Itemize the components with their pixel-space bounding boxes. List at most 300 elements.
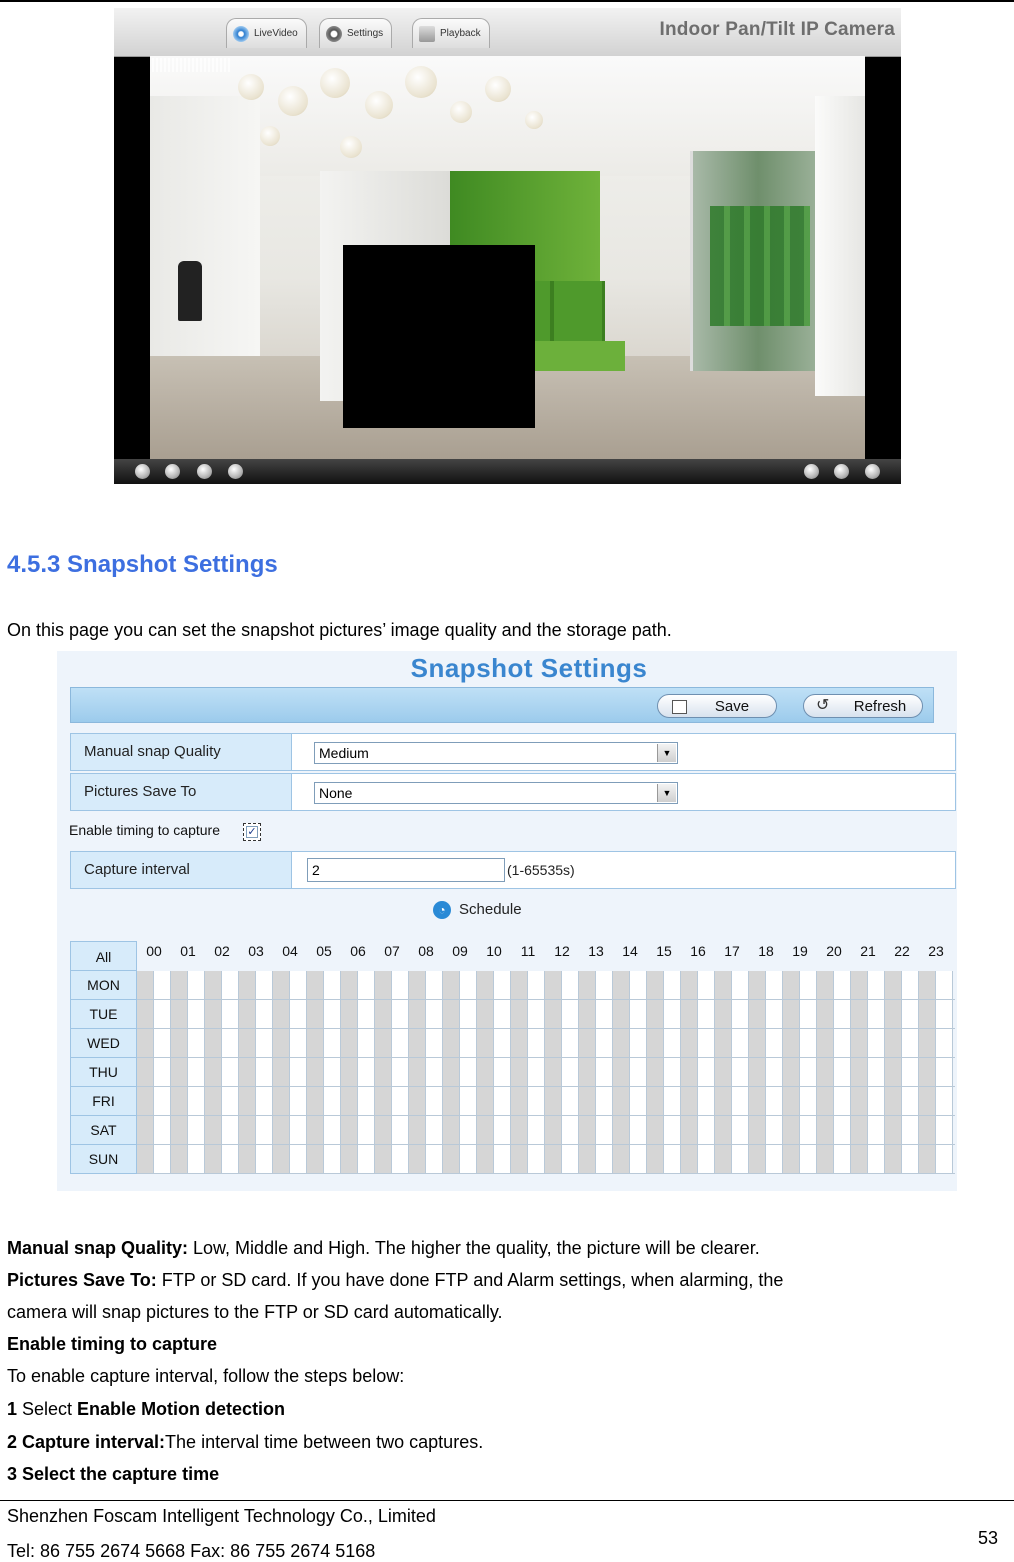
schedule-slot[interactable] xyxy=(426,1000,443,1028)
schedule-slot[interactable] xyxy=(579,1116,596,1144)
schedule-slot[interactable] xyxy=(732,1145,749,1173)
schedule-slot[interactable] xyxy=(698,1145,715,1173)
schedule-slot[interactable] xyxy=(800,1000,817,1028)
schedule-slot[interactable] xyxy=(851,971,868,999)
schedule-slot[interactable] xyxy=(307,1116,324,1144)
schedule-slot[interactable] xyxy=(885,1000,902,1028)
hour-header[interactable]: 19 xyxy=(783,941,817,961)
schedule-slot[interactable] xyxy=(222,1058,239,1086)
schedule-slot[interactable] xyxy=(647,971,664,999)
schedule-slot[interactable] xyxy=(341,971,358,999)
schedule-slot[interactable] xyxy=(494,1145,511,1173)
schedule-slot[interactable] xyxy=(137,1029,154,1057)
schedule-slot[interactable] xyxy=(188,1000,205,1028)
schedule-slot[interactable] xyxy=(681,1000,698,1028)
schedule-slot[interactable] xyxy=(375,1029,392,1057)
schedule-slot[interactable] xyxy=(324,971,341,999)
schedule-slot[interactable] xyxy=(715,1116,732,1144)
schedule-slot[interactable] xyxy=(817,1000,834,1028)
schedule-slot[interactable] xyxy=(545,1029,562,1057)
schedule-slot[interactable] xyxy=(290,1087,307,1115)
schedule-slot[interactable] xyxy=(749,1058,766,1086)
schedule-slot[interactable] xyxy=(477,1058,494,1086)
schedule-slot[interactable] xyxy=(426,1087,443,1115)
schedule-slot[interactable] xyxy=(664,1000,681,1028)
schedule-slot[interactable] xyxy=(681,1058,698,1086)
schedule-slot[interactable] xyxy=(579,1145,596,1173)
schedule-slot[interactable] xyxy=(307,1145,324,1173)
schedule-slot[interactable] xyxy=(749,1116,766,1144)
schedule-slot[interactable] xyxy=(783,971,800,999)
schedule-slot[interactable] xyxy=(783,1058,800,1086)
hour-header[interactable]: 16 xyxy=(681,941,715,961)
hour-header[interactable]: 03 xyxy=(239,941,273,961)
hour-header[interactable]: 14 xyxy=(613,941,647,961)
schedule-slot[interactable] xyxy=(885,971,902,999)
schedule-slot[interactable] xyxy=(137,1116,154,1144)
schedule-slot[interactable] xyxy=(443,1029,460,1057)
hour-header[interactable]: 13 xyxy=(579,941,613,961)
schedule-slot[interactable] xyxy=(851,1029,868,1057)
schedule-slot[interactable] xyxy=(596,1000,613,1028)
schedule-slot[interactable] xyxy=(545,1000,562,1028)
schedule-slot[interactable] xyxy=(358,1145,375,1173)
schedule-slot[interactable] xyxy=(222,1029,239,1057)
record-icon[interactable] xyxy=(834,464,849,479)
schedule-slot[interactable] xyxy=(137,1058,154,1086)
schedule-slot[interactable] xyxy=(154,1116,171,1144)
schedule-slot[interactable] xyxy=(545,1058,562,1086)
schedule-slot[interactable] xyxy=(902,1058,919,1086)
schedule-slot[interactable] xyxy=(596,1058,613,1086)
schedule-slot[interactable] xyxy=(460,1058,477,1086)
schedule-slot[interactable] xyxy=(834,1116,851,1144)
refresh-button[interactable] xyxy=(803,694,923,718)
schedule-slot[interactable] xyxy=(273,1000,290,1028)
schedule-slot[interactable] xyxy=(239,971,256,999)
schedule-slot[interactable] xyxy=(494,1000,511,1028)
schedule-slot[interactable] xyxy=(171,1029,188,1057)
schedule-slot[interactable] xyxy=(154,1029,171,1057)
schedule-slot[interactable] xyxy=(732,1116,749,1144)
schedule-slot[interactable] xyxy=(358,1087,375,1115)
schedule-slot[interactable] xyxy=(256,1145,273,1173)
schedule-slot[interactable] xyxy=(919,1029,936,1057)
schedule-slot[interactable] xyxy=(800,1087,817,1115)
schedule-slot[interactable] xyxy=(800,1116,817,1144)
schedule-slot[interactable] xyxy=(358,1058,375,1086)
schedule-slot[interactable] xyxy=(664,971,681,999)
schedule-slot[interactable] xyxy=(715,1058,732,1086)
schedule-slot[interactable] xyxy=(766,1087,783,1115)
schedule-slot[interactable] xyxy=(545,1116,562,1144)
schedule-slot[interactable] xyxy=(613,1029,630,1057)
schedule-slot[interactable] xyxy=(137,1000,154,1028)
schedule-slot[interactable] xyxy=(919,971,936,999)
schedule-slot[interactable] xyxy=(205,1029,222,1057)
schedule-slot[interactable] xyxy=(222,1116,239,1144)
schedule-slot[interactable] xyxy=(834,1029,851,1057)
hour-header[interactable]: 10 xyxy=(477,941,511,961)
schedule-slot[interactable] xyxy=(290,1000,307,1028)
schedule-slot[interactable] xyxy=(239,1029,256,1057)
schedule-slot[interactable] xyxy=(205,1058,222,1086)
schedule-slot[interactable] xyxy=(936,1000,953,1028)
schedule-slot[interactable] xyxy=(919,1145,936,1173)
hour-header[interactable]: 15 xyxy=(647,941,681,961)
schedule-slot[interactable] xyxy=(392,1000,409,1028)
schedule-slot[interactable] xyxy=(154,1000,171,1028)
schedule-slot[interactable] xyxy=(409,1087,426,1115)
schedule-slot[interactable] xyxy=(273,971,290,999)
day-label[interactable]: FRI xyxy=(70,1087,137,1116)
schedule-slot[interactable] xyxy=(409,1116,426,1144)
hour-header[interactable]: 00 xyxy=(137,941,171,961)
schedule-slot[interactable] xyxy=(341,1058,358,1086)
snapshot-icon[interactable] xyxy=(804,464,819,479)
schedule-slot[interactable] xyxy=(749,1087,766,1115)
schedule-slot[interactable] xyxy=(528,1000,545,1028)
hour-header[interactable]: 04 xyxy=(273,941,307,961)
schedule-slot[interactable] xyxy=(562,1087,579,1115)
schedule-slot[interactable] xyxy=(273,1058,290,1086)
schedule-slot[interactable] xyxy=(392,1029,409,1057)
schedule-slot[interactable] xyxy=(375,971,392,999)
schedule-slot[interactable] xyxy=(358,1029,375,1057)
schedule-slot[interactable] xyxy=(409,971,426,999)
schedule-slot[interactable] xyxy=(783,1029,800,1057)
schedule-slot[interactable] xyxy=(375,1000,392,1028)
schedule-slot[interactable] xyxy=(188,1145,205,1173)
schedule-slot[interactable] xyxy=(698,971,715,999)
schedule-slot[interactable] xyxy=(324,1145,341,1173)
schedule-slot[interactable] xyxy=(545,1087,562,1115)
day-label[interactable]: TUE xyxy=(70,1000,137,1029)
tab-playback[interactable] xyxy=(412,18,490,48)
schedule-slot[interactable] xyxy=(290,971,307,999)
schedule-slot[interactable] xyxy=(766,1029,783,1057)
schedule-slot[interactable] xyxy=(205,1145,222,1173)
schedule-slot[interactable] xyxy=(477,1000,494,1028)
schedule-slot[interactable] xyxy=(647,1000,664,1028)
schedule-slot[interactable] xyxy=(902,1145,919,1173)
schedule-slot[interactable] xyxy=(936,1087,953,1115)
schedule-slot[interactable] xyxy=(562,971,579,999)
schedule-slot[interactable] xyxy=(171,1116,188,1144)
hour-header[interactable]: 21 xyxy=(851,941,885,961)
schedule-slot[interactable] xyxy=(868,1029,885,1057)
schedule-slot[interactable] xyxy=(392,971,409,999)
schedule-slot[interactable] xyxy=(494,1029,511,1057)
schedule-slot[interactable] xyxy=(460,1145,477,1173)
schedule-slot[interactable] xyxy=(171,1000,188,1028)
schedule-slot[interactable] xyxy=(851,1087,868,1115)
schedule-slot[interactable] xyxy=(426,1058,443,1086)
schedule-slot[interactable] xyxy=(613,1087,630,1115)
schedule-slot[interactable] xyxy=(460,1087,477,1115)
schedule-slot[interactable] xyxy=(273,1087,290,1115)
schedule-slot[interactable] xyxy=(834,1058,851,1086)
schedule-slot[interactable] xyxy=(307,1087,324,1115)
schedule-slot[interactable] xyxy=(443,1000,460,1028)
schedule-slot[interactable] xyxy=(596,1145,613,1173)
schedule-slot[interactable] xyxy=(494,1087,511,1115)
audio-icon[interactable] xyxy=(228,464,243,479)
schedule-slot[interactable] xyxy=(460,1116,477,1144)
hour-header[interactable]: 11 xyxy=(511,941,545,961)
schedule-slot[interactable] xyxy=(511,971,528,999)
schedule-slot[interactable] xyxy=(443,971,460,999)
schedule-slot[interactable] xyxy=(800,971,817,999)
schedule-slot[interactable] xyxy=(154,1145,171,1173)
schedule-slot[interactable] xyxy=(511,1145,528,1173)
manual-snap-quality-select[interactable] xyxy=(314,742,678,764)
schedule-slot[interactable] xyxy=(154,1087,171,1115)
schedule-slot[interactable] xyxy=(817,1087,834,1115)
schedule-slot[interactable] xyxy=(409,1058,426,1086)
schedule-slot[interactable] xyxy=(579,1058,596,1086)
schedule-slot[interactable] xyxy=(630,1116,647,1144)
schedule-slot[interactable] xyxy=(817,971,834,999)
day-label[interactable]: SAT xyxy=(70,1116,137,1145)
schedule-slot[interactable] xyxy=(290,1058,307,1086)
schedule-slot[interactable] xyxy=(171,1087,188,1115)
schedule-slot[interactable] xyxy=(681,1116,698,1144)
play-icon[interactable] xyxy=(135,464,150,479)
save-button[interactable] xyxy=(657,694,777,718)
schedule-slot[interactable] xyxy=(443,1058,460,1086)
schedule-slot[interactable] xyxy=(392,1058,409,1086)
tab-settings[interactable] xyxy=(319,18,392,48)
schedule-slot[interactable] xyxy=(511,1000,528,1028)
schedule-slot[interactable] xyxy=(137,1087,154,1115)
schedule-slot[interactable] xyxy=(324,1116,341,1144)
schedule-slot[interactable] xyxy=(375,1116,392,1144)
schedule-slot[interactable] xyxy=(171,1058,188,1086)
schedule-slot[interactable] xyxy=(154,971,171,999)
schedule-slot[interactable] xyxy=(256,971,273,999)
schedule-slot[interactable] xyxy=(698,1029,715,1057)
hour-header[interactable]: 05 xyxy=(307,941,341,961)
schedule-slot[interactable] xyxy=(630,1145,647,1173)
schedule-slot[interactable] xyxy=(613,971,630,999)
schedule-slot[interactable] xyxy=(919,1087,936,1115)
schedule-slot[interactable] xyxy=(392,1145,409,1173)
schedule-slot[interactable] xyxy=(783,1145,800,1173)
schedule-slot[interactable] xyxy=(579,971,596,999)
schedule-slot[interactable] xyxy=(868,1000,885,1028)
schedule-slot[interactable] xyxy=(460,971,477,999)
schedule-slot[interactable] xyxy=(749,971,766,999)
schedule-slot[interactable] xyxy=(460,1029,477,1057)
schedule-slot[interactable] xyxy=(477,971,494,999)
capture-interval-input[interactable]: 2 xyxy=(307,858,505,882)
schedule-slot[interactable] xyxy=(528,1116,545,1144)
schedule-slot[interactable] xyxy=(681,971,698,999)
schedule-slot[interactable] xyxy=(528,971,545,999)
schedule-slot[interactable] xyxy=(851,1000,868,1028)
fullscreen-icon[interactable] xyxy=(865,464,880,479)
schedule-slot[interactable] xyxy=(783,1087,800,1115)
schedule-slot[interactable] xyxy=(613,1000,630,1028)
schedule-slot[interactable] xyxy=(936,1058,953,1086)
schedule-slot[interactable] xyxy=(817,1029,834,1057)
schedule-slot[interactable] xyxy=(477,1029,494,1057)
schedule-slot[interactable] xyxy=(239,1087,256,1115)
schedule-slot[interactable] xyxy=(307,1058,324,1086)
schedule-slot[interactable] xyxy=(256,1116,273,1144)
schedule-slot[interactable] xyxy=(562,1058,579,1086)
schedule-slot[interactable] xyxy=(698,1116,715,1144)
schedule-slot[interactable] xyxy=(307,1029,324,1057)
schedule-slot[interactable] xyxy=(868,1087,885,1115)
tab-livevideo[interactable] xyxy=(226,18,307,48)
schedule-slot[interactable] xyxy=(528,1029,545,1057)
stop-icon[interactable] xyxy=(165,464,180,479)
schedule-slot[interactable] xyxy=(307,971,324,999)
schedule-slot[interactable] xyxy=(341,1087,358,1115)
all-button[interactable]: All xyxy=(70,941,137,971)
schedule-slot[interactable] xyxy=(375,1145,392,1173)
schedule-slot[interactable] xyxy=(851,1116,868,1144)
schedule-slot[interactable] xyxy=(409,1000,426,1028)
schedule-slot[interactable] xyxy=(222,1087,239,1115)
schedule-slot[interactable] xyxy=(188,971,205,999)
schedule-slot[interactable] xyxy=(834,1087,851,1115)
day-label[interactable]: THU xyxy=(70,1058,137,1087)
schedule-slot[interactable] xyxy=(290,1145,307,1173)
schedule-slot[interactable] xyxy=(800,1029,817,1057)
schedule-slot[interactable] xyxy=(732,1029,749,1057)
schedule-slot[interactable] xyxy=(868,1058,885,1086)
schedule-slot[interactable] xyxy=(137,971,154,999)
schedule-slot[interactable] xyxy=(834,1145,851,1173)
schedule-slot[interactable] xyxy=(715,1029,732,1057)
schedule-slot[interactable] xyxy=(579,1000,596,1028)
schedule-slot[interactable] xyxy=(222,1145,239,1173)
schedule-slot[interactable] xyxy=(477,1116,494,1144)
schedule-slot[interactable] xyxy=(324,1000,341,1028)
schedule-slot[interactable] xyxy=(392,1087,409,1115)
schedule-slot[interactable] xyxy=(579,1087,596,1115)
schedule-slot[interactable] xyxy=(307,1000,324,1028)
schedule-slot[interactable] xyxy=(511,1058,528,1086)
schedule-slot[interactable] xyxy=(885,1116,902,1144)
schedule-slot[interactable] xyxy=(222,1000,239,1028)
schedule-slot[interactable] xyxy=(205,1000,222,1028)
schedule-slot[interactable] xyxy=(273,1145,290,1173)
schedule-slot[interactable] xyxy=(817,1145,834,1173)
schedule-slot[interactable] xyxy=(511,1087,528,1115)
schedule-slot[interactable] xyxy=(902,1029,919,1057)
schedule-slot[interactable] xyxy=(664,1029,681,1057)
schedule-slot[interactable] xyxy=(596,1087,613,1115)
schedule-slot[interactable] xyxy=(256,1087,273,1115)
hour-header[interactable]: 02 xyxy=(205,941,239,961)
schedule-slot[interactable] xyxy=(426,1116,443,1144)
schedule-slot[interactable] xyxy=(630,971,647,999)
schedule-slot[interactable] xyxy=(256,1000,273,1028)
talk-icon[interactable] xyxy=(197,464,212,479)
schedule-slot[interactable] xyxy=(885,1145,902,1173)
schedule-slot[interactable] xyxy=(919,1116,936,1144)
schedule-slot[interactable] xyxy=(477,1087,494,1115)
schedule-slot[interactable] xyxy=(528,1058,545,1086)
schedule-slot[interactable] xyxy=(341,1029,358,1057)
schedule-slot[interactable] xyxy=(426,971,443,999)
schedule-slot[interactable] xyxy=(494,1116,511,1144)
schedule-slot[interactable] xyxy=(375,1058,392,1086)
schedule-slot[interactable] xyxy=(664,1087,681,1115)
schedule-slot[interactable] xyxy=(358,971,375,999)
schedule-slot[interactable] xyxy=(868,1145,885,1173)
schedule-slot[interactable] xyxy=(630,1029,647,1057)
chevron-down-icon[interactable]: ▼ xyxy=(657,784,676,802)
chevron-down-icon[interactable]: ▼ xyxy=(657,744,676,762)
schedule-slot[interactable] xyxy=(885,1087,902,1115)
schedule-slot[interactable] xyxy=(630,1087,647,1115)
schedule-slot[interactable] xyxy=(528,1145,545,1173)
schedule-slot[interactable] xyxy=(341,1000,358,1028)
schedule-slot[interactable] xyxy=(596,1029,613,1057)
schedule-slot[interactable] xyxy=(443,1116,460,1144)
schedule-slot[interactable] xyxy=(341,1145,358,1173)
schedule-slot[interactable] xyxy=(562,1145,579,1173)
schedule-slot[interactable] xyxy=(409,1029,426,1057)
schedule-slot[interactable] xyxy=(171,971,188,999)
schedule-slot[interactable] xyxy=(324,1029,341,1057)
schedule-slot[interactable] xyxy=(358,1000,375,1028)
schedule-slot[interactable] xyxy=(749,1029,766,1057)
schedule-slot[interactable] xyxy=(222,971,239,999)
schedule-slot[interactable] xyxy=(205,1087,222,1115)
hour-header[interactable]: 08 xyxy=(409,941,443,961)
schedule-slot[interactable] xyxy=(936,1116,953,1144)
schedule-slot[interactable] xyxy=(443,1145,460,1173)
schedule-slot[interactable] xyxy=(698,1000,715,1028)
schedule-slot[interactable] xyxy=(936,1029,953,1057)
schedule-slot[interactable] xyxy=(596,971,613,999)
schedule-slot[interactable] xyxy=(511,1029,528,1057)
schedule-slot[interactable] xyxy=(681,1029,698,1057)
schedule-slot[interactable] xyxy=(715,971,732,999)
schedule-slot[interactable] xyxy=(256,1029,273,1057)
hour-header[interactable]: 09 xyxy=(443,941,477,961)
schedule-slot[interactable] xyxy=(647,1058,664,1086)
schedule-slot[interactable] xyxy=(715,1000,732,1028)
schedule-slot[interactable] xyxy=(205,971,222,999)
schedule-slot[interactable] xyxy=(834,971,851,999)
schedule-slot[interactable] xyxy=(256,1058,273,1086)
schedule-slot[interactable] xyxy=(426,1029,443,1057)
schedule-slot[interactable] xyxy=(460,1000,477,1028)
schedule-slot[interactable] xyxy=(681,1087,698,1115)
schedule-slot[interactable] xyxy=(494,1058,511,1086)
hour-header[interactable]: 12 xyxy=(545,941,579,961)
schedule-slot[interactable] xyxy=(851,1145,868,1173)
hour-header[interactable]: 23 xyxy=(919,941,953,961)
schedule-slot[interactable] xyxy=(239,1058,256,1086)
schedule-slot[interactable] xyxy=(834,1000,851,1028)
schedule-slot[interactable] xyxy=(647,1145,664,1173)
schedule-slot[interactable] xyxy=(851,1058,868,1086)
schedule-slot[interactable] xyxy=(154,1058,171,1086)
schedule-slot[interactable] xyxy=(647,1116,664,1144)
day-label[interactable]: WED xyxy=(70,1029,137,1058)
schedule-slot[interactable] xyxy=(715,1087,732,1115)
schedule-slot[interactable] xyxy=(426,1145,443,1173)
schedule-slot[interactable] xyxy=(562,1000,579,1028)
